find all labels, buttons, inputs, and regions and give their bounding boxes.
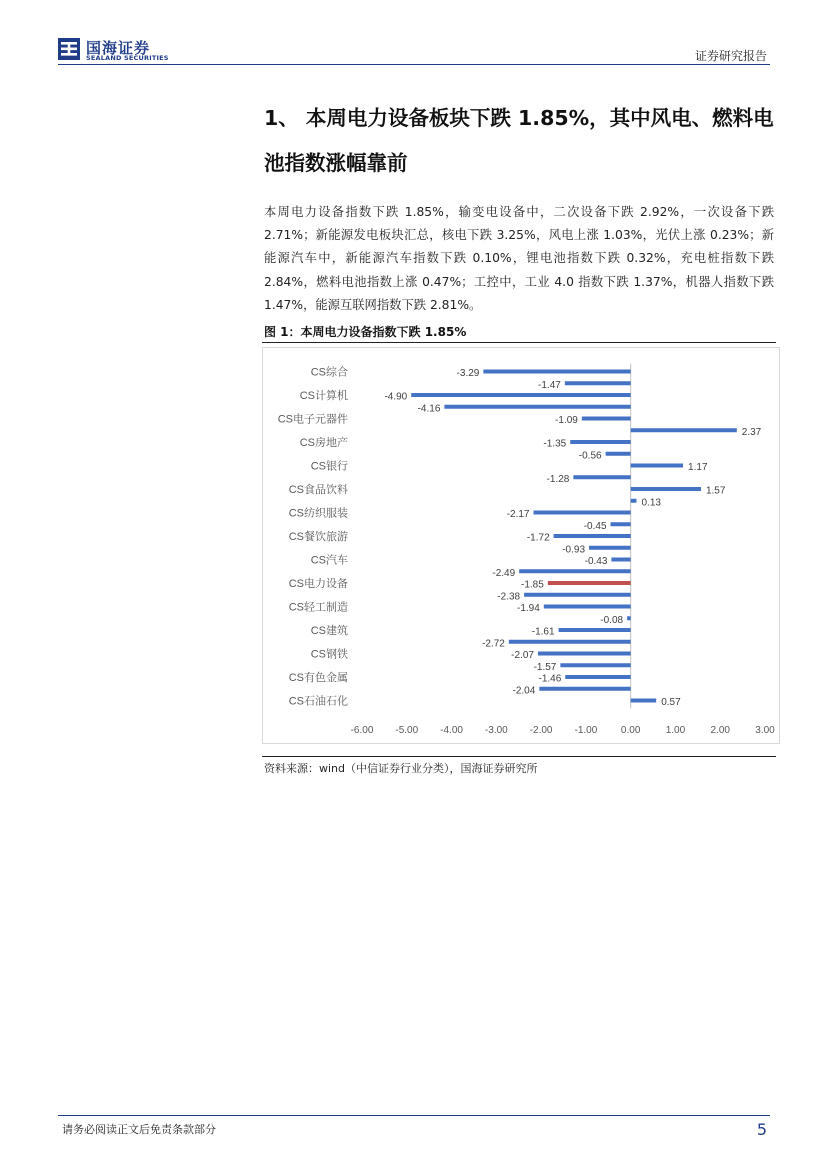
x-tick-label: 0.00 [620,725,641,736]
report-type-label: 证券研究报告 [694,49,767,63]
disclaimer-text: 请务必阅读正文后免责条款部分 [62,1123,216,1136]
x-tick-label: -2.00 [529,725,553,736]
category-label: CS纺织服装 [288,507,348,520]
bar-CS通信 [519,569,630,573]
figure-source: 资料来源：wind（中信证券行业分类），国海证券研究所 [264,762,538,775]
data-label: -0.08 [600,614,624,626]
category-label: CS电力设备 [288,578,348,590]
category-label: CS石油石化 [288,695,348,708]
data-label: -1.61 [531,626,555,638]
caption-divider [262,342,776,343]
bar-CS国防军工 [606,452,631,456]
bar-CS家电 [573,475,630,479]
bar-CS计算机 [411,393,630,397]
x-tick-label: -1.00 [574,725,598,736]
category-label: CS餐饮旅游 [288,531,348,543]
data-label: 2.37 [741,426,762,438]
bar-CS交通运输 [560,663,630,667]
category-label: CS电子元器件 [277,413,348,426]
bar-CS银行 [631,464,683,468]
bar-chart [262,347,780,744]
bar-CS煤炭 [539,687,630,691]
figure-caption: 图 1：本周电力设备指数下跌 1.85% [264,325,467,339]
category-label: CS房地产 [299,437,348,449]
data-label: -1.46 [538,673,562,685]
bar-CS建筑 [559,628,631,632]
x-tick-label: -4.00 [440,725,463,736]
data-label: -2.07 [511,650,534,661]
bar-CS钢铁 [538,652,631,656]
data-label: -0.93 [562,544,586,556]
bar-CS基础化工 [611,522,631,526]
bar-CS轻工制造 [544,605,631,609]
category-label: CS轻工制造 [288,601,348,614]
source-divider [262,756,776,757]
data-label: -0.45 [583,520,607,532]
x-tick-label: -3.00 [484,725,508,736]
bar-CS建材 [509,640,631,644]
data-label: -1.57 [533,661,557,673]
logo-chinese-name: 国海证券 [86,39,151,57]
x-tick-label: 2.00 [710,725,730,736]
footer-divider [58,1115,770,1116]
data-label: -1.85 [521,579,544,591]
bar-CS非银行金融 [565,381,631,385]
bar-CS电力设备 [548,581,631,585]
data-label: 0.13 [641,497,661,509]
bar-CS综合 [483,370,630,374]
data-label: -2.17 [506,509,530,520]
bar-CS汽车 [611,558,630,562]
bar-CS商贸零售 [589,546,631,550]
section-title: 1、 本周电力设备板块下跌 1.85%，其中风电、燃料电池指数涨幅靠前 [264,106,774,175]
category-label: CS有色金属 [288,672,348,684]
data-label: -0.56 [578,450,602,462]
data-label: -2.38 [497,591,521,603]
category-label: CS食品饮料 [288,484,348,496]
x-tick-label: -6.00 [350,725,374,736]
category-label: CS计算机 [299,390,348,402]
data-label: -1.47 [538,379,561,391]
data-label: -4.16 [417,403,441,415]
section-body-paragraph: 本周电力设备指数下跌 1.85%，输变电设备中，二次设备下跌 2.92%，一次设备下跌 2.71%；新能源发电板块汇总，核电下跌 3.25%，风电上涨 1.03%，光伏上涨 0.23%；新能源汽车中，新能源汽车指数下跌 0.10%，锂电池指数下跌 0.32%，充电桩指数下跌 2.84%，燃料电池指数上涨 0.47%；工控中，工业 4.0 指数下跌 1.37%，机器人指数下跌 1.47%，能源互联网指数下跌 2.81%。 [264,205,774,312]
data-label: -2.72 [482,638,505,650]
bar-CS电子元器件 [582,417,631,421]
bar-CS农林牧渔 [631,428,737,432]
page-number: 5 [756,1120,767,1139]
bar-CS餐饮旅游 [554,534,631,538]
bar-CS食品饮料 [631,487,701,491]
bar-CS房地产 [570,440,630,444]
data-label: -0.43 [584,556,608,567]
data-label: -1.72 [526,532,550,544]
data-label: -2.04 [512,685,536,697]
data-label: -1.35 [543,438,567,450]
category-label: CS建筑 [310,625,348,637]
data-label: -1.09 [555,415,578,426]
data-label: 1.17 [688,462,708,473]
bar-CS电力及公用事业 [627,616,631,620]
bar-CS纺织服装 [533,511,630,515]
bar-CS医药 [631,499,637,503]
data-label: -4.90 [384,391,408,403]
category-label: CS钢铁 [310,648,348,661]
x-tick-label: -5.00 [395,725,419,736]
x-tick-label: 1.00 [665,725,686,736]
bar-CS石油石化 [631,699,657,703]
category-label: CS银行 [310,460,348,473]
data-label: -1.28 [546,473,570,485]
data-label: 0.57 [661,697,681,708]
logo-english-name: SEALAND SECURITIES [86,54,169,62]
data-label: 1.57 [705,485,726,497]
data-label: -1.94 [517,603,540,614]
company-logo-icon [58,38,80,60]
data-label: -3.29 [456,368,480,379]
category-label: CS汽车 [310,554,348,567]
category-label: CS综合 [310,366,348,379]
x-tick-label: 3.00 [755,725,775,736]
bar-CS传媒 [444,405,630,409]
data-label: -2.49 [492,567,516,579]
bar-CS机械 [524,593,631,597]
bar-CS有色金属 [565,675,630,679]
header-divider [58,64,770,65]
